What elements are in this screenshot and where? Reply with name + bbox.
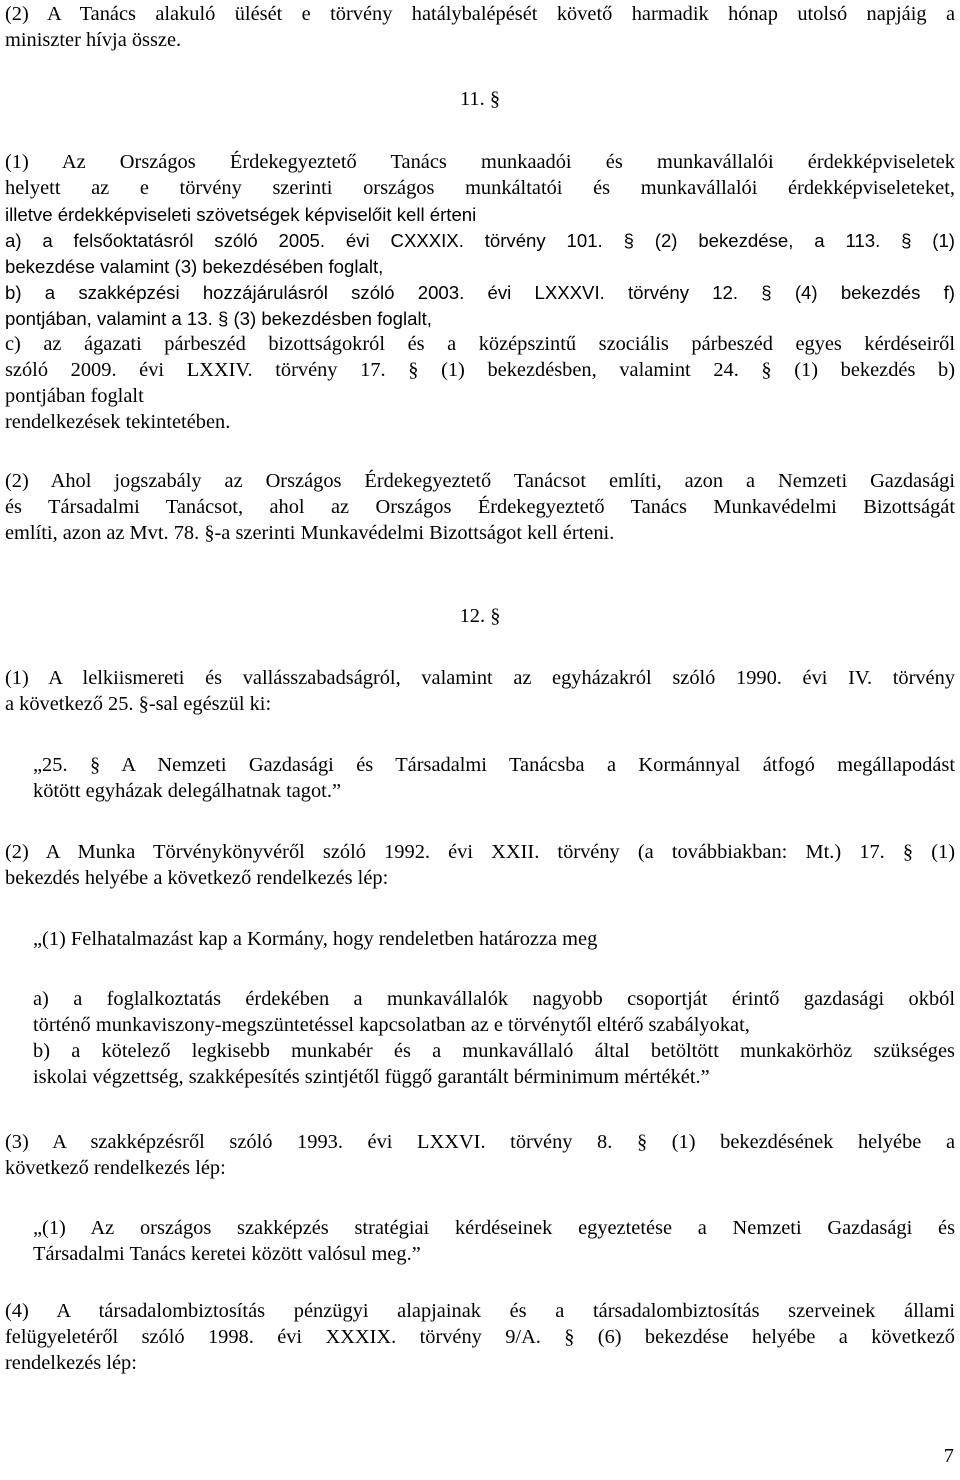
- text-line: (4) A társadalombiztosítás pénzügyi alapjainak és a társadalombiztosítás szerveinek állami: [5, 1300, 955, 1322]
- text-line: illetve érdekképviseleti szövetségek képviselőit kell érteni: [5, 204, 477, 225]
- text-line: helyett az e törvény szerinti országos munkáltatói és munkavállalói érdekképviseleteket,: [5, 177, 955, 199]
- quoted-text-line: b) a kötelező legkisebb munkabér és a munkavállaló által betöltött munkakörhöz szükséges: [33, 1040, 955, 1062]
- text-line: c) az ágazati párbeszéd bizottságokról és a középszintű szociális párbeszéd egyes kérdéseiről: [5, 333, 955, 355]
- text-line: pontjában, valamint a 13. § (3) bekezdésben foglalt,: [5, 308, 432, 329]
- quoted-text-line: kötött egyházak delegálhatnak tagot.”: [33, 780, 342, 802]
- text-line: (2) Ahol jogszabály az Országos Érdekegyeztető Tanácsot említi, azon a Nemzeti Gazdasági: [5, 470, 955, 492]
- text-line: a) a felsőoktatásról szóló 2005. évi CXXXIX. törvény 101. § (2) bekezdése, a 113. § (1): [5, 230, 955, 251]
- text-line: pontjában foglalt: [5, 385, 144, 407]
- quoted-text-line: iskolai végzettség, szakképesítés szintjétől függő garantált bérminimum mértékét.”: [33, 1066, 710, 1088]
- text-line: (3) A szakképzésről szóló 1993. évi LXXVI. törvény 8. § (1) bekezdésének helyébe a: [5, 1131, 955, 1153]
- quoted-text-line: „25. § A Nemzeti Gazdasági és Társadalmi Tanácsba a Kormánnyal átfogó megállapodást: [33, 754, 955, 776]
- text-line: (2) A Tanács alakuló ülését e törvény hatálybalépését követő harmadik hónap utolsó napjáig a: [5, 3, 955, 25]
- text-line: említi, azon az Mvt. 78. §-a szerinti Munkavédelmi Bizottságot kell érteni.: [5, 522, 615, 544]
- text-line: (2) A Munka Törvénykönyvéről szóló 1992. évi XXII. törvény (a továbbiakban: Mt.) 17. § (1): [5, 841, 955, 863]
- quoted-text-line: Társadalmi Tanács keretei között valósul meg.”: [33, 1243, 421, 1265]
- text-line: (1) Az Országos Érdekegyeztető Tanács munkaadói és munkavállalói érdekképviseletek: [5, 151, 955, 173]
- text-line: rendelkezések tekintetében.: [5, 411, 231, 433]
- page-number: 7: [943, 1445, 954, 1467]
- text-line: a következő 25. §-sal egészül ki:: [5, 693, 272, 715]
- quoted-text-line: „(1) Felhatalmazást kap a Kormány, hogy rendeletben határozza meg: [33, 928, 598, 950]
- text-line: felügyeletéről szóló 1998. évi XXXIX. törvény 9/A. § (6) bekezdése helyébe a következő: [5, 1326, 955, 1348]
- text-line: bekezdése valamint (3) bekezdésében foglalt,: [5, 256, 384, 277]
- text-line: és Társadalmi Tanácsot, ahol az Országos Érdekegyeztető Tanács Munkavédelmi Bizottságát: [5, 496, 955, 518]
- text-line: miniszter hívja össze.: [5, 29, 182, 51]
- text-line: következő rendelkezés lép:: [5, 1157, 226, 1179]
- quoted-text-line: a) a foglalkoztatás érdekében a munkavállalók nagyobb csoportját érintő gazdasági okból: [33, 988, 955, 1010]
- quoted-text-line: „(1) Az országos szakképzés stratégiai kérdéseinek egyeztetése a Nemzeti Gazdasági és: [33, 1217, 955, 1239]
- text-line: szóló 2009. évi LXXIV. törvény 17. § (1) bekezdésben, valamint 24. § (1) bekezdés b): [5, 359, 955, 381]
- section-heading-12: 12. §: [459, 605, 501, 627]
- quoted-text-line: történő munkaviszony-megszüntetéssel kapcsolatban az e törvénytől eltérő szabályokat,: [33, 1014, 750, 1036]
- section-heading-11: 11. §: [459, 88, 501, 110]
- text-line: rendelkezés lép:: [5, 1352, 137, 1374]
- text-line: (1) A lelkiismereti és vallásszabadságról, valamint az egyházakról szóló 1990. évi IV. törvény: [5, 667, 955, 689]
- text-line: bekezdés helyébe a következő rendelkezés lép:: [5, 867, 389, 889]
- text-line: b) a szakképzési hozzájárulásról szóló 2003. évi LXXXVI. törvény 12. § (4) bekezdés f): [5, 282, 955, 303]
